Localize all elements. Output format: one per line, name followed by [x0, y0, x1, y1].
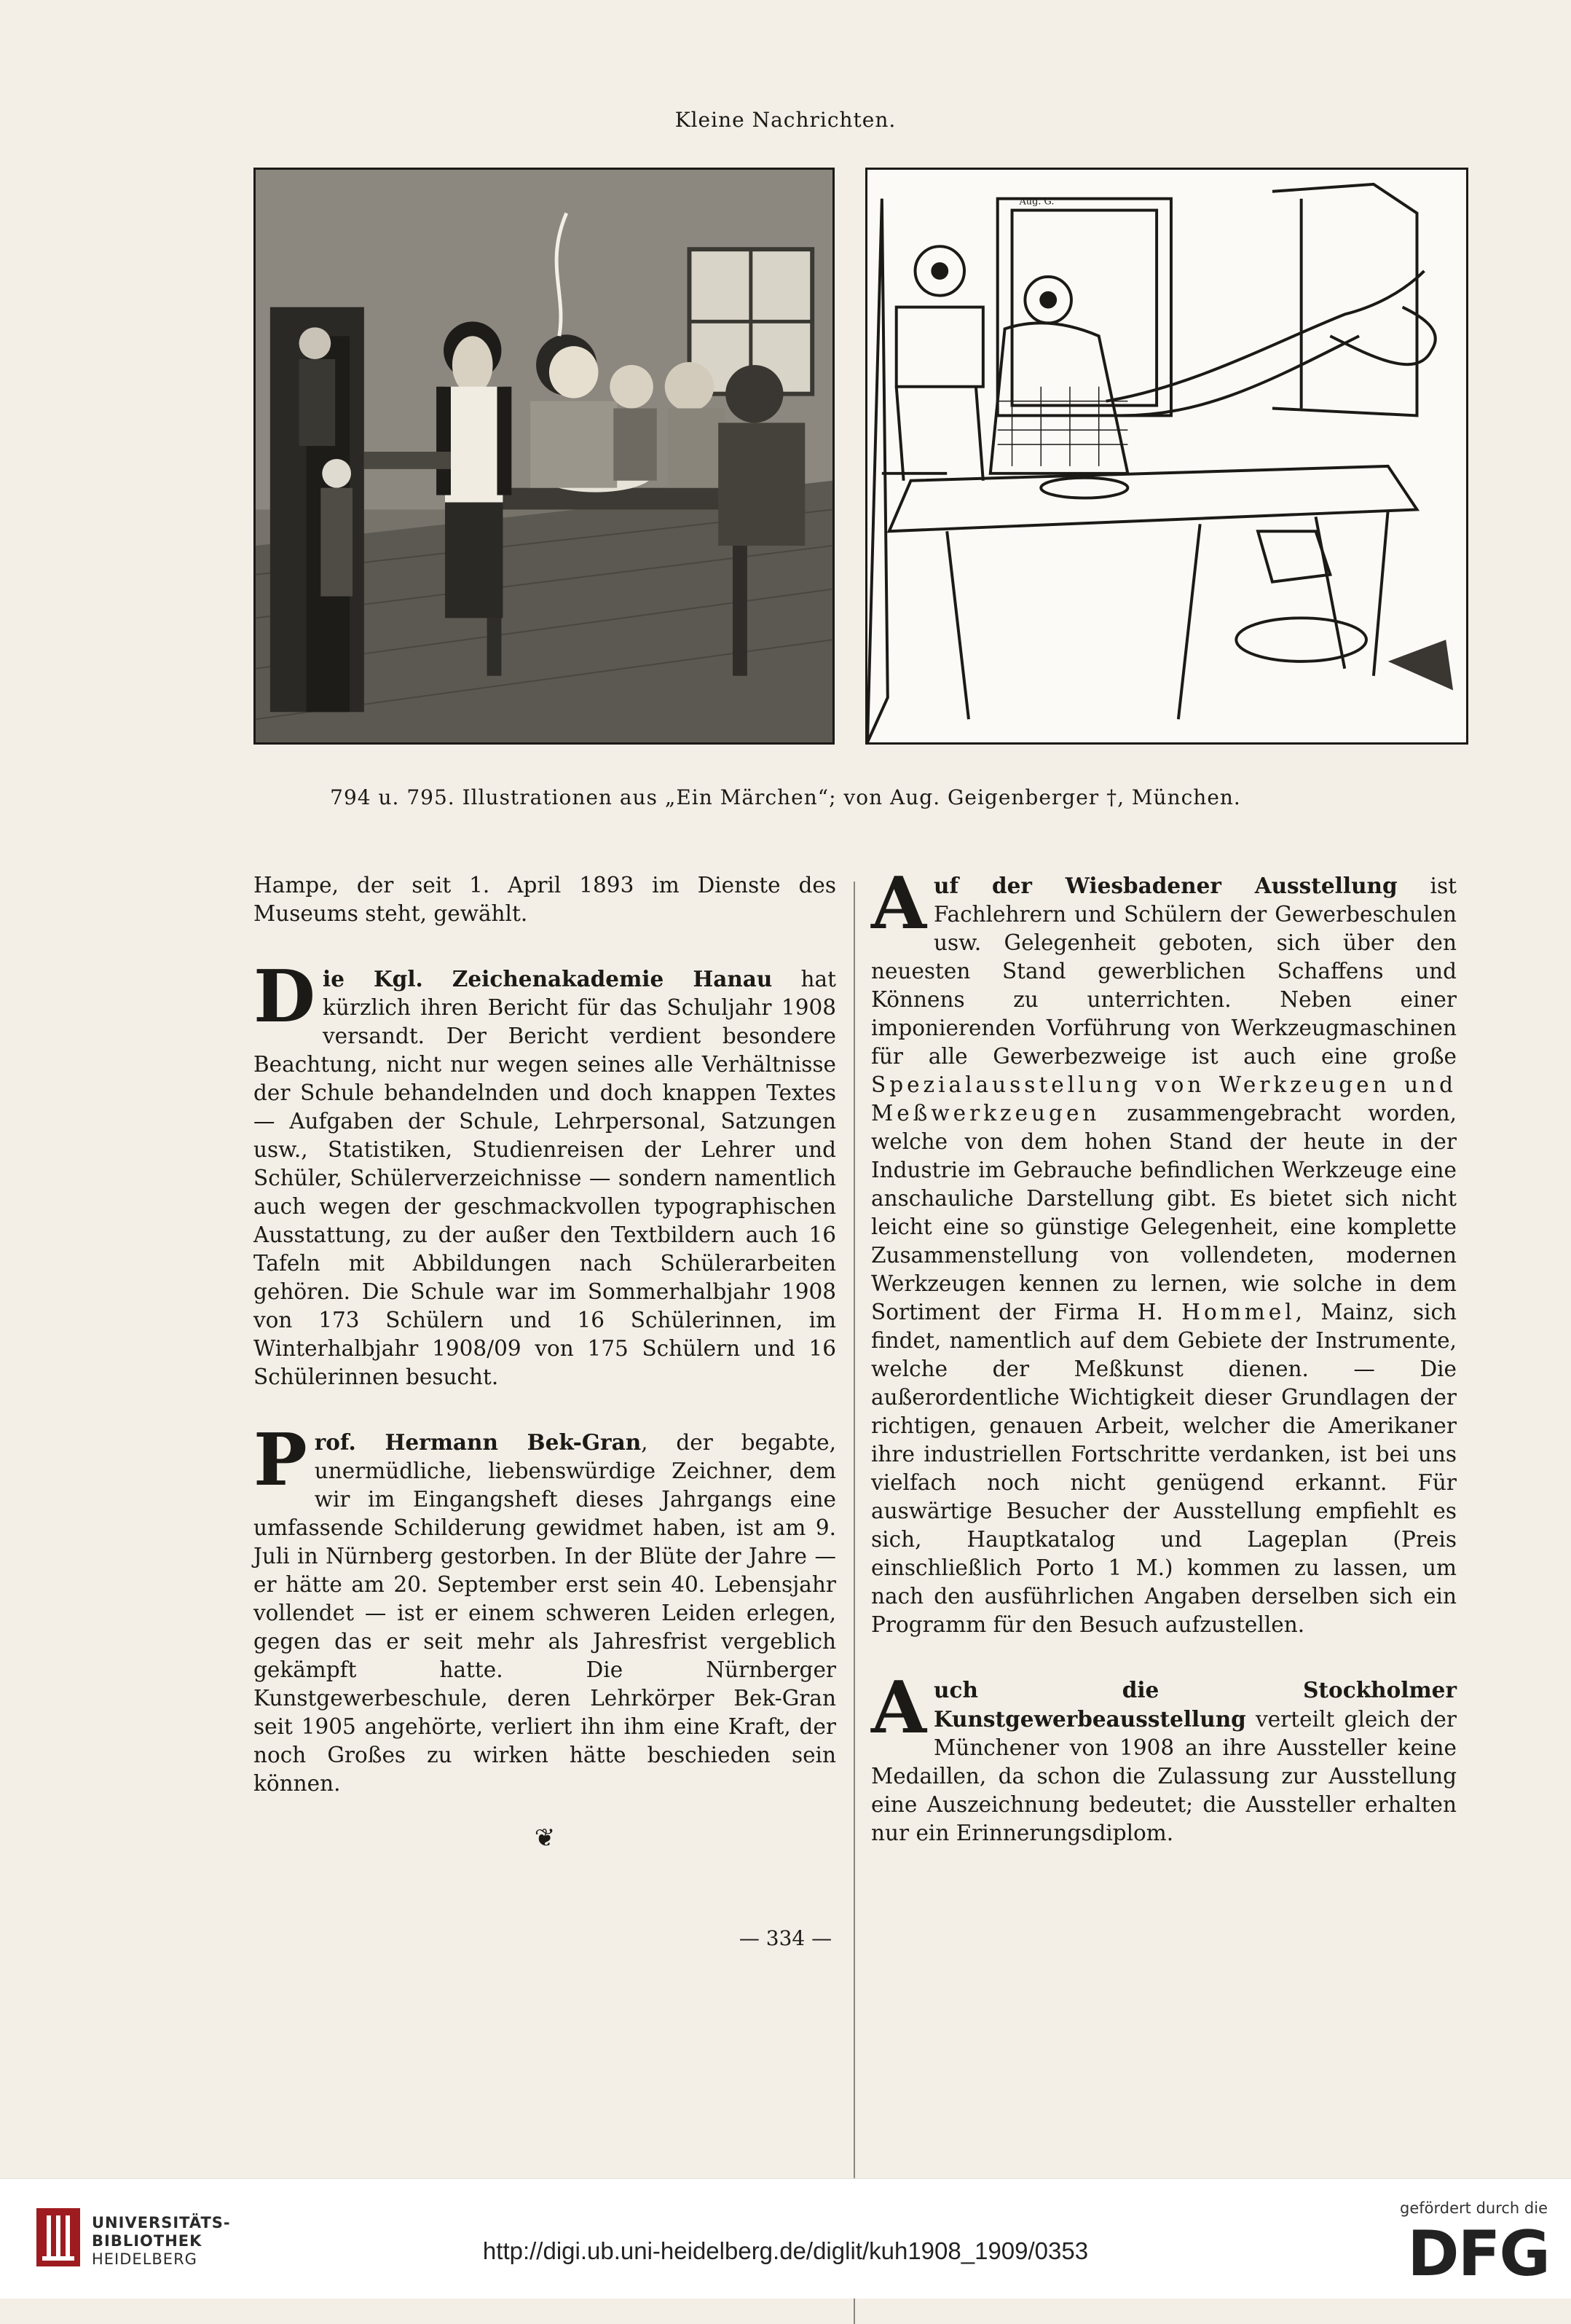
illustration-794 [253, 168, 835, 745]
page-number: — 334 — [739, 1926, 832, 1950]
lead-zeichenakademie: ie Kgl. Zeichenakademie Hanau [322, 966, 773, 992]
lead-stockholm: uch die Stockholmer Kunstgewerbeausstellung [934, 1677, 1457, 1732]
column-rule [854, 882, 855, 2324]
paragraph-zeichenakademie [253, 955, 836, 1391]
text-wiesbaden-b: zusammengebracht worden, welche von dem hohen Stand der heute in der Industrie im Gebrauche befindlichen Werkzeuge eine anschauliche Darstellung gibt. Es bietet sich nicht leicht eine so günstige Gelegenheit, eine komplette Zusammenstellung von vollendeten, modernen Werkzeugen kennen zu lernen, wie solche in dem Sortiment der Firma H. [871, 1101, 1457, 1324]
fleuron-ornament-icon: ❦ [534, 1824, 556, 1853]
figure-caption: 794 u. 795. Illustrationen aus „Ein Märchen“; von Aug. Geigenberger †, München. [330, 785, 1241, 809]
text-zeichenakademie: hat kürzlich ihren Bericht für das Schuljahr 1908 versandt. Der Bericht verdient besondere Beachtung, nicht nur wegen seines alle Verhältnisse der Schule behandelnden und doch knappen Textes — Aufgaben der Schule, Lehrpersonal, Satzungen usw., Statistiken, Studienreisen der Lehrer und Schüler, Schülerverzeichnisse — sondern namentlich auch wegen der geschmackvollen typographischen Ausstattung, zu der außer den Textbildern auch 16 Tafeln mit Abbildungen nach Schülerarbeiten gehören. Die Schule war im Sommerhalbjahr 1908 von 173 Schülern und 16 Schülerinnen, im Winterhalbjahr 1908/09 von 175 Schülern und 16 Schülerinnen besucht. [253, 967, 836, 1389]
paragraph-stockholm [871, 1666, 1457, 1848]
text-wiesbaden-a: ist Fachlehrern und Schülern der Gewerbeschulen usw. Gelegenheit geboten, sich über den neuesten Stand gewerblichen Schaffens und Könnens zu unterrichten. Neben einer imponierenden Vorführung von Werkzeugmaschinen für alle Gewerbezweige ist auch eine große [871, 874, 1457, 1069]
library-name-line2: BIBLIOTHEK [92, 2232, 202, 2250]
paragraph-bek-gran [253, 1418, 836, 1798]
library-name-line3: HEIDELBERG [92, 2250, 197, 2268]
left-column [253, 871, 836, 1853]
text-bek-gran: , der begabte, unermüdliche, liebenswürdige Zeichner, dem wir im Eingangsheft dieses Jahrgangs eine umfassende Schilderung gewidmet haben, ist am 9. Juli in Nürnberg gestorben. In der Blüte der Jahre — er hätte am 20. September erst sein 40. Lebensjahr vollendet — ist er einem schweren Leiden erlegen, gegen das er seit mehr als Jahresfrist vergeblich gekämpft hatte. Die Nürnberger Kunstgewerbeschule, deren Lehrkörper Bek-Gran seit 1905 angehörte, verliert ihn ihm eine Kraft, der noch Großes zu wirken hätte beschieden sein können. [253, 1430, 836, 1796]
paragraph-hampe: Hampe, der seit 1. April 1893 im Dienste des Museums steht, gewählt. [253, 873, 836, 926]
dropcap: P [253, 1418, 307, 1502]
lead-bek-gran: rof. Hermann Bek-Gran [314, 1429, 642, 1455]
dropcap: D [253, 955, 315, 1039]
source-url-link[interactable]: http://digi.ub.uni-heidelberg.de/diglit/kuh1908_1909/0353 [482, 2237, 1089, 2264]
illustration-signature: Aug. G. [1019, 196, 1055, 208]
illustration-795-drawing [867, 170, 1466, 742]
text-spezialausstellung: Spezialausstellung von Werkzeugen und Meßwerkzeugen [871, 1072, 1457, 1126]
dropcap: A [871, 862, 927, 946]
text-stockholm: verteilt gleich der Münchener von 1908 an ihre Aussteller keine Medaillen, da schon die Zulassung zur Ausstellung eine Auszeichnung bedeutet; die Aussteller erhalten nur ein Erinnerungsdiplom. [871, 1707, 1457, 1845]
text-wiesbaden-c: , Mainz, sich findet, namentlich auf dem Gebiete der Instrumente, welche der Meßkunst dienen. — Die außerordentliche Wichtigkeit dieser Grundlagen der richtigen, genauen Arbeit, welcher die Amerikaner ihre industriellen Fortschritte verdanken, ist bei uns vielfach noch nicht genügend erkannt. Für auswärtige Besucher der Ausstellung empfiehlt es sich, Hauptkatalog und Lageplan (Preis einschließlich Porto 1 M.) kommen zu lassen, um nach den ausführlichen Angaben derselben sich ein Programm für den Besuch aufzustellen. [871, 1300, 1457, 1637]
text-hommel: Hommel [1181, 1300, 1296, 1324]
dropcap: A [871, 1666, 927, 1750]
footer-bar [0, 2178, 1571, 2299]
illustration-794-drawing [256, 170, 832, 742]
lead-wiesbaden: uf der Wiesbadener Ausstellung [934, 873, 1398, 898]
running-head: Kleine Nachrichten. [674, 108, 897, 132]
library-name-line1: UNIVERSITÄTS- [92, 2214, 231, 2231]
dfg-logo: DFG [1407, 2218, 1549, 2290]
illustration-795 [865, 168, 1468, 745]
paragraph-wiesbaden [871, 862, 1457, 1639]
right-column [871, 862, 1457, 1884]
funding-label: gefördert durch die [1400, 2199, 1548, 2217]
